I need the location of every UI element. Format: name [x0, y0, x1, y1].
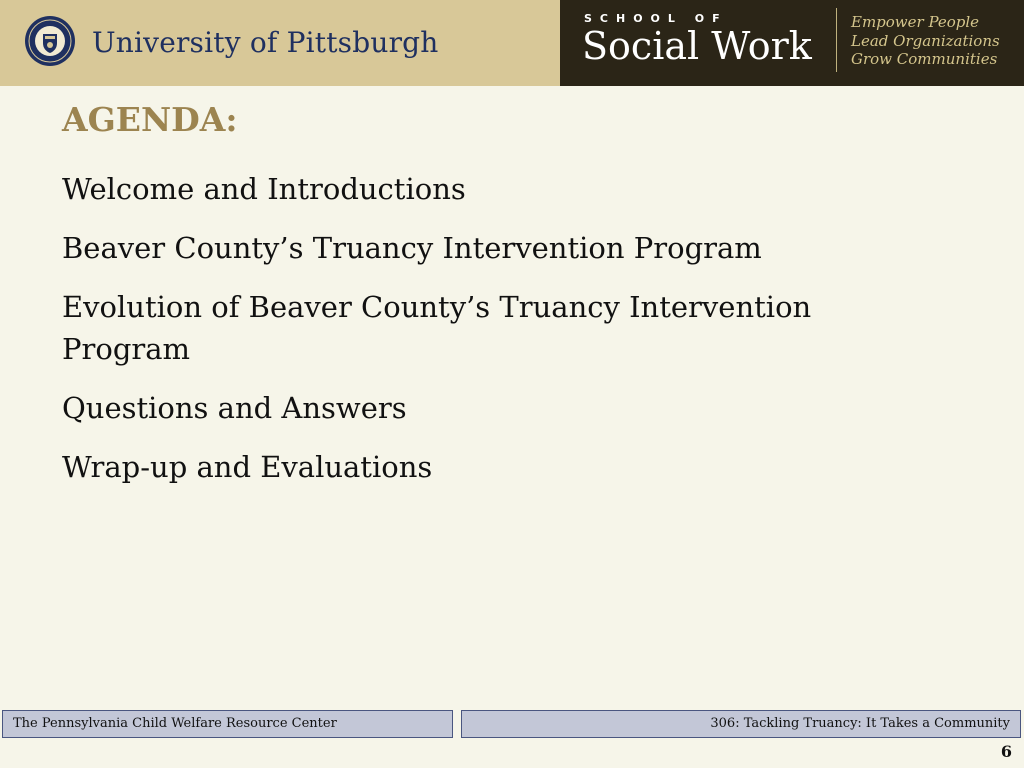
agenda-item: Welcome and Introductions [62, 172, 466, 206]
university-banner [0, 0, 560, 86]
footer-course-title: 306: Tackling Truancy: It Takes a Community [461, 710, 1021, 738]
university-seal-icon [24, 15, 76, 67]
agenda-item: Beaver County’s Truancy Intervention Program [62, 231, 762, 265]
page-number: 6 [1000, 742, 1012, 761]
school-name: Social Work [582, 24, 812, 68]
tagline-lead: Lead Organizations [851, 32, 1000, 50]
university-name: University of Pittsburgh [92, 26, 439, 59]
agenda-list [62, 168, 942, 505]
slide-title: AGENDA: [62, 100, 238, 139]
banner-divider [836, 8, 837, 72]
agenda-item: Questions and Answers [62, 391, 407, 425]
footer-organization: The Pennsylvania Child Welfare Resource Center [2, 710, 453, 738]
school-of-label: SCHOOL OF [584, 12, 728, 25]
agenda-item: Evolution of Beaver County’s Truancy Intervention Program [62, 290, 812, 366]
agenda-item: Wrap-up and Evaluations [62, 450, 433, 484]
tagline-empower: Empower People [851, 13, 980, 31]
tagline-grow: Grow Communities [851, 50, 998, 68]
